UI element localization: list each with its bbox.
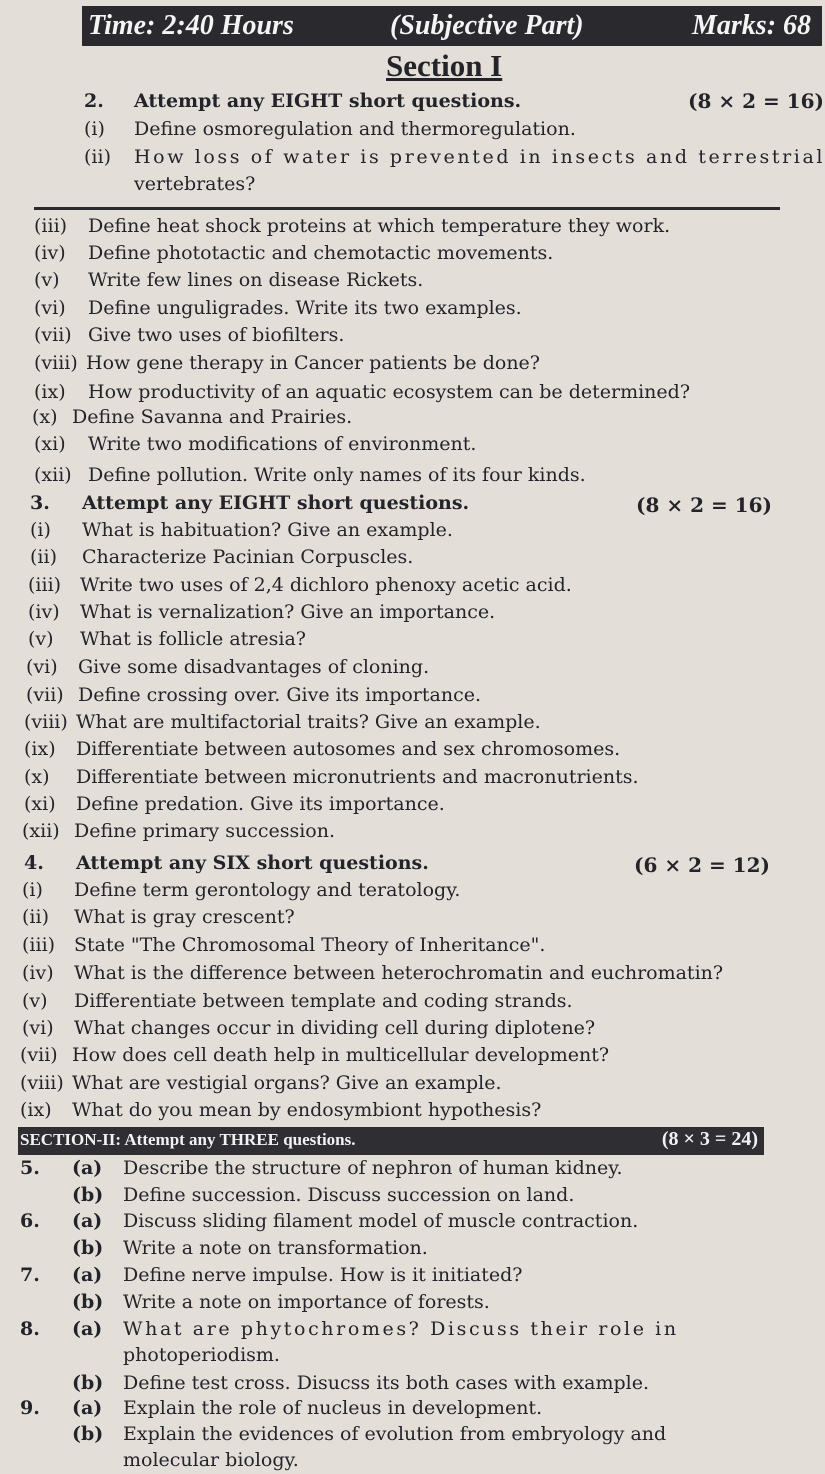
question-number: 8.	[20, 1318, 40, 1340]
long-question-part	[20, 1155, 810, 1182]
part-text: Write a note on transformation.	[123, 1237, 428, 1259]
question-heading	[84, 88, 644, 115]
part-label: (b)	[72, 1423, 104, 1445]
item-text: Give some disadvantages of cloning.	[78, 656, 430, 678]
item-text: Define unguligrades. Write its two examples.	[88, 297, 522, 319]
list-item	[34, 462, 800, 489]
long-question-part	[20, 1208, 810, 1235]
item-text: Give two uses of biofilters.	[88, 324, 345, 346]
section2-marks: (8 × 3 = 24)	[661, 1128, 758, 1150]
list-item	[34, 240, 800, 267]
section-title: Section I	[386, 48, 503, 83]
item-text: How gene therapy in Cancer patients be done?	[86, 352, 540, 374]
item-number: (vii)	[26, 684, 64, 706]
long-question-part	[20, 1316, 810, 1343]
list-item	[24, 791, 800, 818]
item-number: (iii)	[28, 574, 62, 596]
item-number: (x)	[32, 406, 58, 428]
list-item	[22, 1015, 800, 1042]
part-text: Describe the structure of nephron of human kidney.	[123, 1157, 623, 1179]
item-text: What is follicle atresia?	[80, 628, 306, 650]
part-label: (a)	[72, 1318, 103, 1340]
long-question-part	[20, 1421, 810, 1448]
item-number: (xii)	[34, 464, 72, 486]
list-item	[24, 709, 800, 736]
question-number: 2.	[84, 90, 104, 112]
item-text: What are vestigial organs? Give an example.	[72, 1072, 502, 1094]
item-text: What do you mean by endosymbiont hypothesis?	[72, 1099, 542, 1121]
item-text: Differentiate between micronutrients and macronutrients.	[76, 766, 639, 788]
item-number: (ii)	[22, 906, 49, 928]
part-label: (a)	[72, 1157, 103, 1179]
long-question-part	[20, 1370, 810, 1397]
item-number: (ix)	[34, 381, 66, 403]
item-number: (vi)	[22, 1017, 54, 1039]
question-number: 6.	[20, 1210, 40, 1232]
part-label: (b)	[72, 1291, 104, 1313]
list-item	[26, 654, 800, 681]
question-number: 9.	[20, 1397, 40, 1419]
part-text-continuation: molecular biology.	[123, 1449, 299, 1471]
item-text: What changes occur in dividing cell during diplotene?	[74, 1017, 596, 1039]
question-heading: 4. Attempt any SIX short questions.	[24, 852, 429, 874]
item-number: (x)	[24, 766, 50, 788]
long-question-part	[20, 1235, 810, 1262]
list-item	[26, 682, 800, 709]
part-label: (b)	[72, 1372, 104, 1394]
long-question-part	[20, 1395, 810, 1422]
question-number: 7.	[20, 1264, 40, 1286]
item-number: (i)	[30, 519, 51, 541]
item-number: (vi)	[26, 656, 58, 678]
header-banner	[82, 6, 822, 46]
item-text: What is habituation? Give an example.	[82, 519, 453, 541]
item-number: (iv)	[34, 242, 66, 264]
item-number: (vii)	[34, 324, 72, 346]
list-item	[20, 1097, 800, 1124]
item-number: (viii)	[34, 352, 78, 374]
long-question-part	[20, 1182, 810, 1209]
item-text: Define Savanna and Prairies.	[72, 406, 353, 428]
item-text: Differentiate between template and coding strands.	[74, 990, 573, 1012]
time-label: Time: 2:40 Hours	[88, 10, 294, 41]
marks-label: Marks: 68	[692, 10, 812, 41]
item-number: (ix)	[20, 1099, 52, 1121]
list-item	[34, 295, 800, 322]
part-text: What are phytochromes? Discuss their role in	[123, 1318, 679, 1340]
item-text: Define primary succession.	[74, 820, 335, 842]
item-number: (iii)	[22, 934, 56, 956]
item-text: What is the difference between heterochromatin and euchromatin?	[74, 962, 724, 984]
list-item	[34, 350, 800, 377]
list-item	[22, 988, 800, 1015]
item-number: (v)	[34, 269, 60, 291]
part-text: Define test cross. Disucss its both cases with example.	[123, 1372, 650, 1394]
list-item	[24, 736, 800, 763]
item-number: (viii)	[20, 1072, 64, 1094]
item-number: (v)	[22, 990, 48, 1012]
item-text: Define crossing over. Give its importance.	[78, 684, 482, 706]
part-label: (a)	[72, 1210, 103, 1232]
item-number: (iii)	[34, 215, 68, 237]
part-text: Explain the role of nucleus in development.	[123, 1397, 543, 1419]
list-item	[34, 267, 800, 294]
part-text: Write a note on importance of forests.	[123, 1291, 490, 1313]
question-number: 5.	[20, 1157, 40, 1179]
part-label: (b)	[72, 1237, 104, 1259]
list-item	[32, 404, 800, 431]
list-item	[34, 213, 800, 240]
item-text: Write two modifications of environment.	[88, 433, 477, 455]
part-label: (b)	[72, 1184, 104, 1206]
part-label: (a)	[72, 1397, 103, 1419]
question-marks: (8 × 2 = 16)	[636, 493, 772, 517]
part-text: Explain the evidences of evolution from embryology and	[123, 1423, 667, 1445]
part-label: (Subjective Part)	[390, 10, 584, 41]
item-number: (vii)	[20, 1044, 58, 1066]
item-number: (xi)	[34, 433, 66, 455]
list-item	[28, 572, 800, 599]
divider	[34, 207, 780, 210]
list-item-continuation: vertebrates?	[134, 173, 256, 195]
item-text: Define term gerontology and teratology.	[74, 879, 461, 901]
part-text: Discuss sliding filament model of muscle contraction.	[123, 1210, 639, 1232]
item-number: (ii)	[30, 546, 57, 568]
item-text: Define heat shock proteins at which temperature they work.	[88, 215, 671, 237]
item-text: Define phototactic and chemotactic movements.	[88, 242, 554, 264]
list-item	[22, 932, 800, 959]
item-number: (xii)	[22, 820, 60, 842]
list-item	[24, 764, 800, 791]
section2-bar	[18, 1127, 764, 1155]
section2-heading: SECTION-II: Attempt any THREE questions.	[20, 1130, 356, 1149]
list-item	[22, 960, 800, 987]
item-text: What is gray crescent?	[74, 906, 295, 928]
list-item	[20, 1070, 800, 1097]
item-text: Differentiate between autosomes and sex chromosomes.	[76, 738, 621, 760]
long-question-part	[20, 1262, 810, 1289]
question-marks: (6 × 2 = 12)	[634, 853, 770, 877]
item-number: (vi)	[34, 297, 66, 319]
list-item: (i) Define osmoregulation and thermoregulation.	[84, 118, 576, 140]
list-item	[28, 626, 800, 653]
item-text: How productivity of an aquatic ecosystem can be determined?	[88, 381, 691, 403]
item-number: (xi)	[24, 793, 56, 815]
item-text: Define pollution. Write only names of its four kinds.	[88, 464, 586, 486]
item-text: How does cell death help in multicellular development?	[72, 1044, 610, 1066]
list-item	[34, 431, 800, 458]
part-text-continuation: photoperiodism.	[123, 1344, 280, 1366]
item-text: State "The Chromosomal Theory of Inheritance".	[74, 934, 546, 956]
item-number: (iv)	[22, 962, 54, 984]
list-item	[22, 904, 800, 931]
item-text: Write few lines on disease Rickets.	[88, 269, 424, 291]
question-marks: (8 × 2 = 16)	[688, 89, 824, 113]
list-item	[22, 818, 800, 845]
item-text: Characterize Pacinian Corpuscles.	[82, 546, 414, 568]
list-item	[28, 599, 800, 626]
item-text: What are multifactorial traits? Give an example.	[76, 711, 541, 733]
part-text: Define succession. Discuss succession on land.	[123, 1184, 575, 1206]
part-label: (a)	[72, 1264, 103, 1286]
item-number: (iv)	[28, 601, 60, 623]
list-item	[34, 322, 800, 349]
question-heading: 3. Attempt any EIGHT short questions.	[30, 492, 470, 514]
item-number: (i)	[22, 879, 43, 901]
item-text: Write two uses of 2,4 dichloro phenoxy acetic acid.	[80, 574, 572, 596]
long-question-part	[20, 1289, 810, 1316]
list-item	[30, 544, 800, 571]
question-instruction: Attempt any EIGHT short questions.	[134, 90, 522, 112]
item-number: (ix)	[24, 738, 56, 760]
item-number: (viii)	[24, 711, 68, 733]
list-item: (ii) How loss of water is prevented in insects and terrestrial	[84, 146, 825, 168]
list-item	[34, 379, 800, 406]
item-text: What is vernalization? Give an importance.	[80, 601, 496, 623]
list-item	[22, 877, 800, 904]
item-number: (v)	[28, 628, 54, 650]
list-item	[30, 517, 800, 544]
item-text: Define predation. Give its importance.	[76, 793, 445, 815]
part-text: Define nerve impulse. How is it initiated?	[123, 1264, 523, 1286]
list-item	[20, 1042, 800, 1069]
